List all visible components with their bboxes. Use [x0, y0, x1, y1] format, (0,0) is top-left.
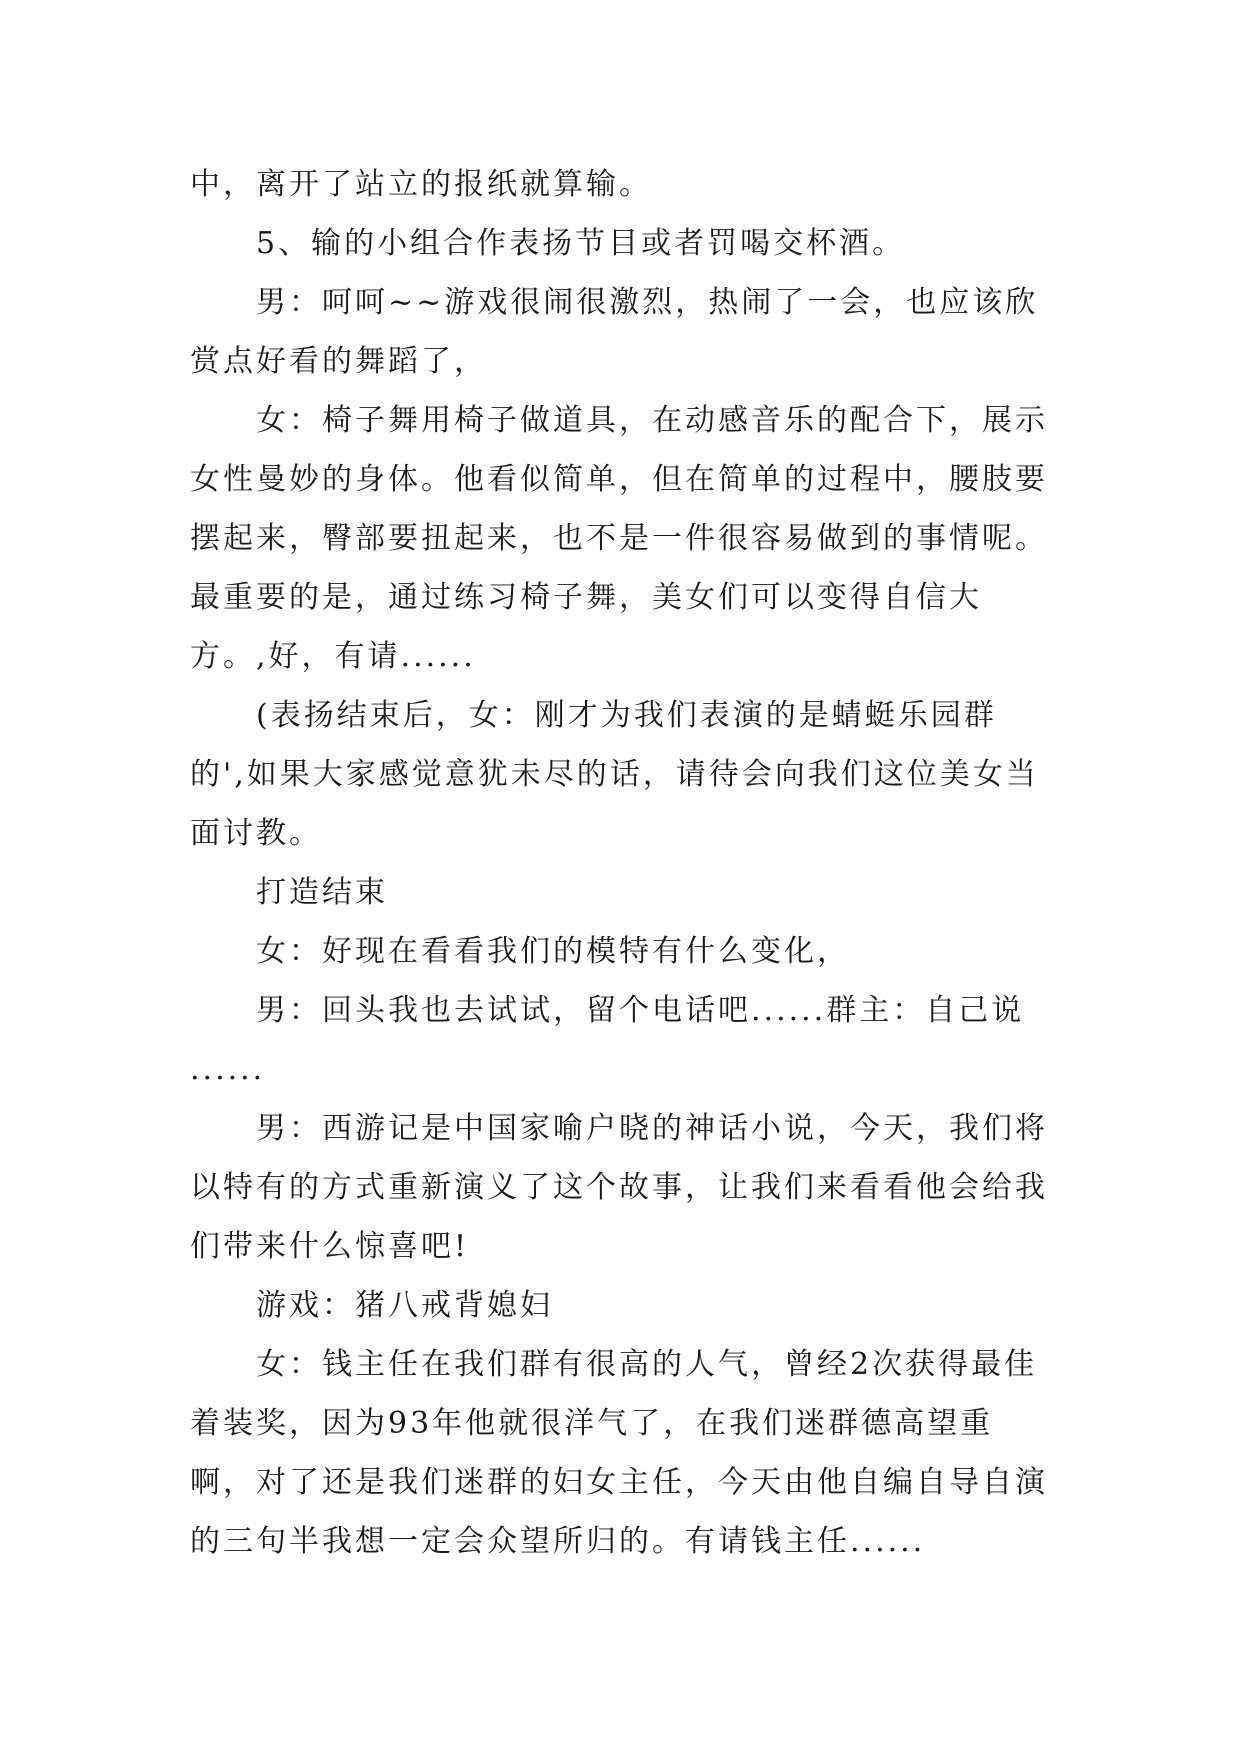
paragraph-7: 女：好现在看看我们的模特有什么变化， — [256, 934, 850, 969]
paragraph-8: 男：回头我也去试试，留个电话吧......群主：自己说 ...... — [190, 993, 1025, 1087]
paragraph-11: 女：钱主任在我们群有很高的人气，曾经2次获得最佳着装奖，因为93年他就很洋气了，在我们迷群德高望重啊，对了还是我们迷群的妇女主任，今天由他自编自导自演的三句半我想一定会众望所归的。有请钱主任...... — [190, 1347, 1048, 1559]
paragraph-3: 男：呵呵~~游戏很闹很激烈，热闹了一会，也应该欣赏点好看的舞蹈了， — [190, 285, 1039, 379]
paragraph-9: 男：西游记是中国家喻户晓的神话小说，今天，我们将以特有的方式重新演义了这个故事，让我们来看看他会给我们带来什么惊喜吧! — [190, 1111, 1048, 1264]
paragraph-1: 中，离开了站立的报纸就算输。 — [190, 167, 652, 202]
paragraph-10: 游戏：猪八戒背媳妇 — [256, 1288, 553, 1323]
paragraph-5: (表扬结束后，女：刚才为我们表演的是蜻蜓乐园群的',如果大家感觉意犹未尽的话，请待会向我们这位美女当面讨教。 — [190, 698, 1039, 851]
paragraph-4: 女：椅子舞用椅子做道具，在动感音乐的配合下，展示女性曼妙的身体。他看似简单，但在简单的过程中，腰肢要摆起来，臀部要扭起来，也不是一件很容易做到的事情呢。最重要的是，通过练习椅子舞，美女们可以变得自信大方。,好，有请...... — [190, 403, 1048, 674]
document-body — [190, 155, 1050, 1571]
paragraph-2: 5、输的小组合作表扬节目或者罚喝交杯酒。 — [256, 226, 906, 261]
paragraph-6: 打造结束 — [256, 875, 388, 910]
